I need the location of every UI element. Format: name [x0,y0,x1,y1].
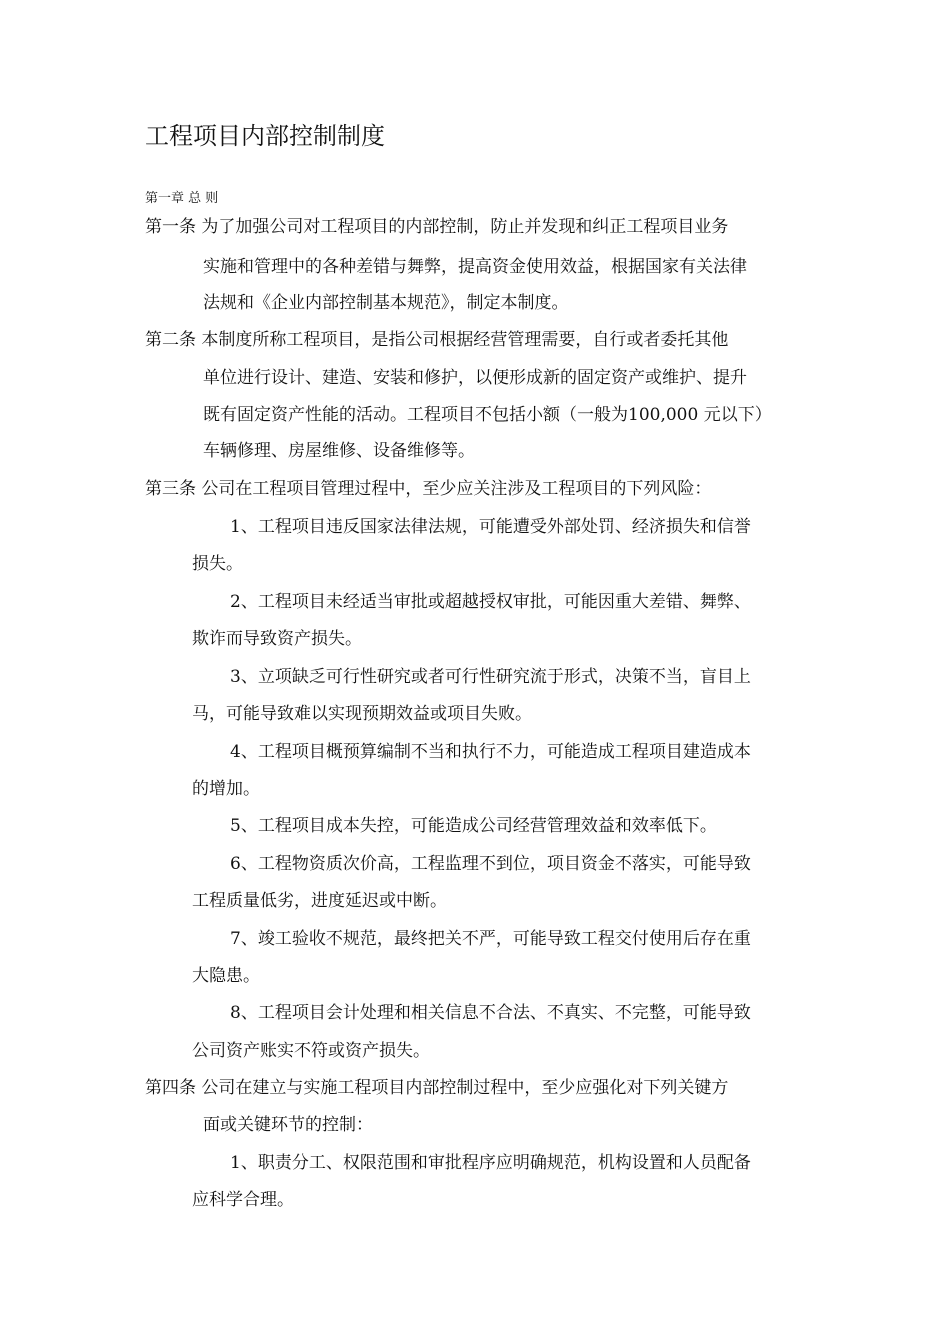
risk-4-line-2: 的增加。 [192,779,260,799]
article-2-line-4: 车辆修理、房屋维修、设备维修等。 [203,441,475,461]
risk-8-line-1: 8、工程项目会计处理和相关信息不合法、不真实、不完整，可能导致 [230,1003,751,1023]
risk-3-line-2: 马，可能导致难以实现预期效益或项目失败。 [192,704,532,724]
risk-6-line-1: 6、工程物资质次价高，工程监理不到位，项目资金不落实，可能导致 [230,854,751,874]
risk-5-line-1: 5、工程项目成本失控，可能造成公司经营管理效益和效率低下。 [230,816,717,836]
risk-7-line-1: 7、竣工验收不规范，最终把关不严，可能导致工程交付使用后存在重 [230,929,751,949]
control-1-line-1: 1、职责分工、权限范围和审批程序应明确规范，机构设置和人员配备 [230,1153,751,1173]
risk-8-line-2: 公司资产账实不符或资产损失。 [192,1041,430,1061]
article-4-line-2: 面或关键环节的控制： [203,1115,373,1135]
risk-7-line-2: 大隐患。 [192,966,260,986]
article-2-line-1: 第二条 本制度所称工程项目，是指公司根据经营管理需要，自行或者委托其他 [145,330,729,350]
article-1-line-1: 第一条 为了加强公司对工程项目的内部控制，防止并发现和纠正工程项目业务 [145,217,729,237]
article-2-line-3: 既有固定资产性能的活动。工程项目不包括小额（一般为100,000 元以下） [203,405,772,425]
risk-1-line-2: 损失。 [192,554,243,574]
risk-3-line-1: 3、立项缺乏可行性研究或者可行性研究流于形式，决策不当，盲目上 [230,667,751,687]
document-title: 工程项目内部控制制度 [145,122,385,150]
article-4-line-1: 第四条 公司在建立与实施工程项目内部控制过程中，至少应强化对下列关键方 [145,1078,729,1098]
risk-6-line-2: 工程质量低劣，进度延迟或中断。 [192,891,447,911]
chapter-heading: 第一章 总 则 [145,191,219,206]
article-1-line-3: 法规和《企业内部控制基本规范》，制定本制度。 [203,293,569,313]
risk-2-line-1: 2、工程项目未经适当审批或超越授权审批，可能因重大差错、舞弊、 [230,592,751,612]
article-3-line-1: 第三条 公司在工程项目管理过程中，至少应关注涉及工程项目的下列风险： [145,479,712,499]
control-1-line-2: 应科学合理。 [192,1190,294,1210]
risk-2-line-2: 欺诈而导致资产损失。 [192,629,362,649]
risk-4-line-1: 4、工程项目概预算编制不当和执行不力，可能造成工程项目建造成本 [230,742,751,762]
article-2-line-2: 单位进行设计、建造、安装和修护，以便形成新的固定资产或维护、提升 [203,368,747,388]
article-1-line-2: 实施和管理中的各种差错与舞弊，提高资金使用效益，根据国家有关法律 [203,257,747,277]
risk-1-line-1: 1、工程项目违反国家法律法规，可能遭受外部处罚、经济损失和信誉 [230,517,751,537]
